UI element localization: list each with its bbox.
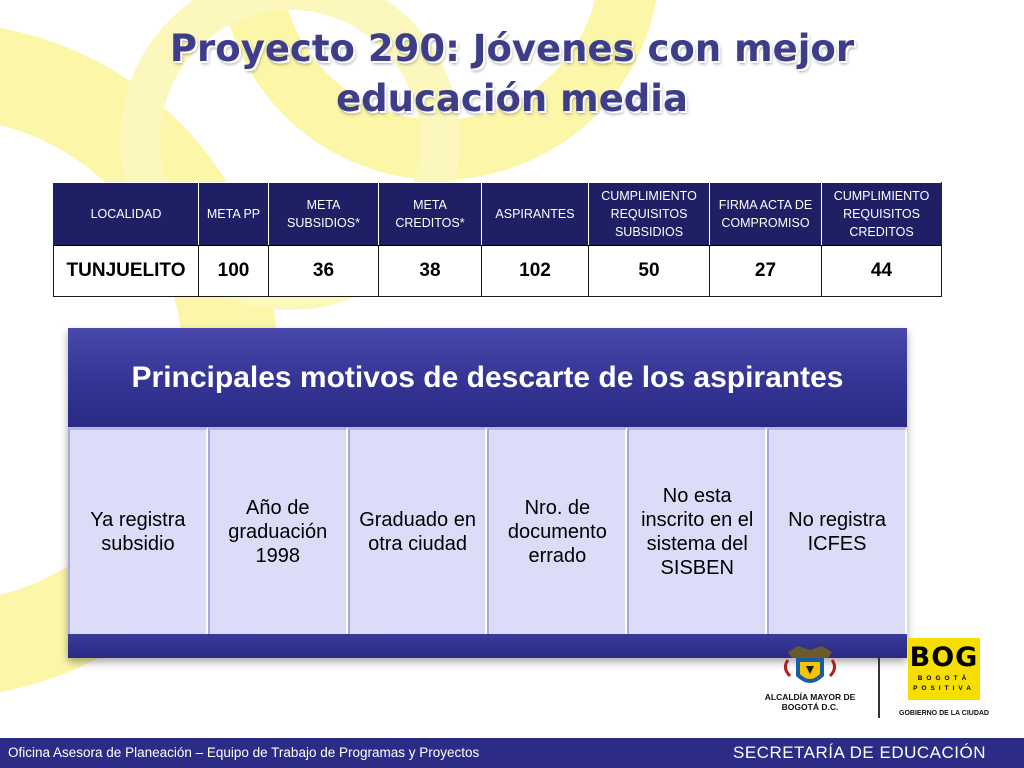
reason-item: Nro. de documento errado bbox=[487, 427, 627, 634]
reason-item: No esta inscrito en el sistema del SISBEN bbox=[627, 427, 767, 634]
header-firma-acta: FIRMA ACTA DE COMPROMISO bbox=[710, 183, 822, 246]
alcaldia-shield-icon bbox=[758, 638, 862, 692]
gobierno-label: GOBIERNO DE LA CIUDAD bbox=[899, 710, 989, 717]
stats-table bbox=[53, 182, 942, 297]
bog-slogan: POSITIVA bbox=[913, 685, 975, 692]
reason-item: No registra ICFES bbox=[767, 427, 907, 634]
bog-word: BOG bbox=[909, 642, 979, 673]
header-cumplimiento-subsidios: CUMPLIMIENTO REQUISITOS SUBSIDIOS bbox=[589, 183, 710, 246]
cell-meta-subsidios: 36 bbox=[269, 246, 379, 297]
reason-item: Ya registra subsidio bbox=[68, 427, 208, 634]
table-header-row bbox=[54, 183, 942, 246]
cell-aspirantes: 102 bbox=[482, 246, 589, 297]
header-meta-creditos: META CREDITOS* bbox=[379, 183, 482, 246]
footer-bar bbox=[0, 738, 1024, 768]
reasons-header bbox=[68, 328, 907, 427]
alcaldia-label: ALCALDÍA MAYOR DE BOGOTÁ D.C. bbox=[764, 692, 856, 712]
slide-title: Proyecto 290: Jóvenes con mejor educación media bbox=[169, 27, 855, 120]
footer-office-text: Oficina Asesora de Planeación – Equipo de Trabajo de Programas y Proyectos bbox=[8, 745, 480, 760]
table-row bbox=[54, 246, 942, 297]
cell-cumplimiento-creditos: 44 bbox=[822, 246, 942, 297]
reason-item: Año de graduación 1998 bbox=[208, 427, 348, 634]
discard-reasons-panel bbox=[68, 328, 907, 658]
footer-secretaria-text: SECRETARÍA DE EDUCACIÓN bbox=[732, 743, 986, 762]
reasons-title: Principales motivos de descarte de los aspirantes bbox=[131, 360, 844, 394]
header-aspirantes: ASPIRANTES bbox=[482, 183, 589, 246]
cell-cumplimiento-subsidios: 50 bbox=[589, 246, 710, 297]
cell-meta-creditos: 38 bbox=[379, 246, 482, 297]
header-localidad: LOCALIDAD bbox=[54, 183, 199, 246]
cell-firma-acta: 27 bbox=[710, 246, 822, 297]
logos-area bbox=[758, 638, 988, 722]
reasons-row bbox=[68, 427, 907, 634]
logo-divider bbox=[878, 658, 880, 718]
header-cumplimiento-creditos: CUMPLIMIENTO REQUISITOS CREDITOS bbox=[822, 183, 942, 246]
cell-meta-pp: 100 bbox=[199, 246, 269, 297]
bog-city: BOGOTÁ bbox=[917, 675, 971, 682]
reason-item: Graduado en otra ciudad bbox=[348, 427, 488, 634]
cell-localidad: TUNJUELITO bbox=[54, 246, 199, 297]
header-meta-subsidios: META SUBSIDIOS* bbox=[269, 183, 379, 246]
bog-logo bbox=[908, 638, 980, 700]
header-meta-pp: META PP bbox=[199, 183, 269, 246]
